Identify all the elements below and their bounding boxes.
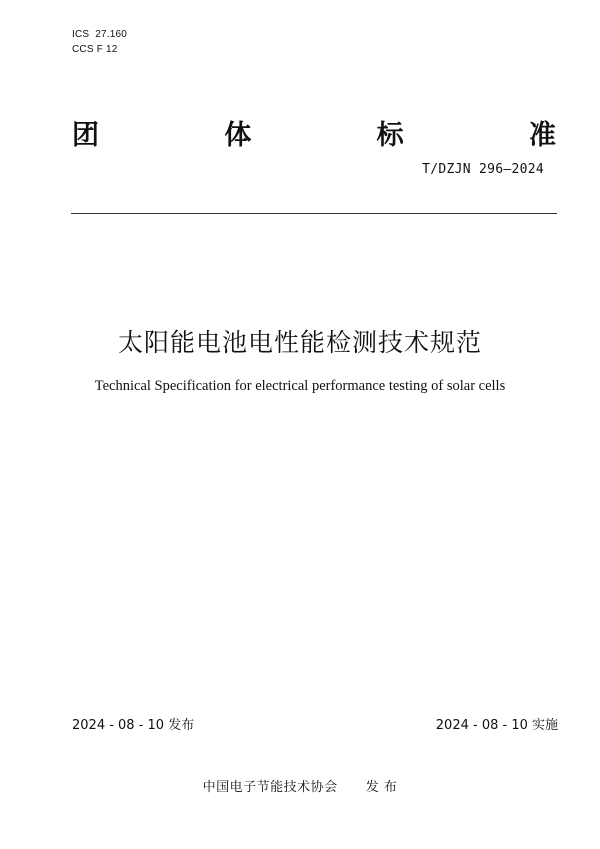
standard-type-char: 标 <box>376 119 404 151</box>
ics-code: ICS 27.160 <box>72 29 128 40</box>
standard-type-char: 准 <box>528 119 556 151</box>
ccs-code: CCS F 12 <box>72 44 118 55</box>
issuer-action: 发 布 <box>365 780 398 795</box>
header-divider <box>71 213 557 214</box>
document-title-english: Technical Specification for electrical performance testing of solar cells <box>94 378 506 394</box>
issuer-organization: 中国电子节能技术协会 <box>202 780 338 795</box>
standard-type-heading <box>72 112 556 152</box>
implementation-date: 2024 - 08 - 10 实施 <box>435 718 558 733</box>
standard-number: T/DZJN 296—2024 <box>422 162 544 177</box>
standard-type-char: 团 <box>72 119 99 151</box>
standard-type-char: 体 <box>224 119 252 151</box>
release-date: 2024 - 08 - 10 发布 <box>72 718 195 733</box>
classification-codes <box>72 27 127 57</box>
issuer-line <box>0 776 600 795</box>
document-title-chinese: 太阳能电池电性能检测技术规范 <box>117 328 482 357</box>
